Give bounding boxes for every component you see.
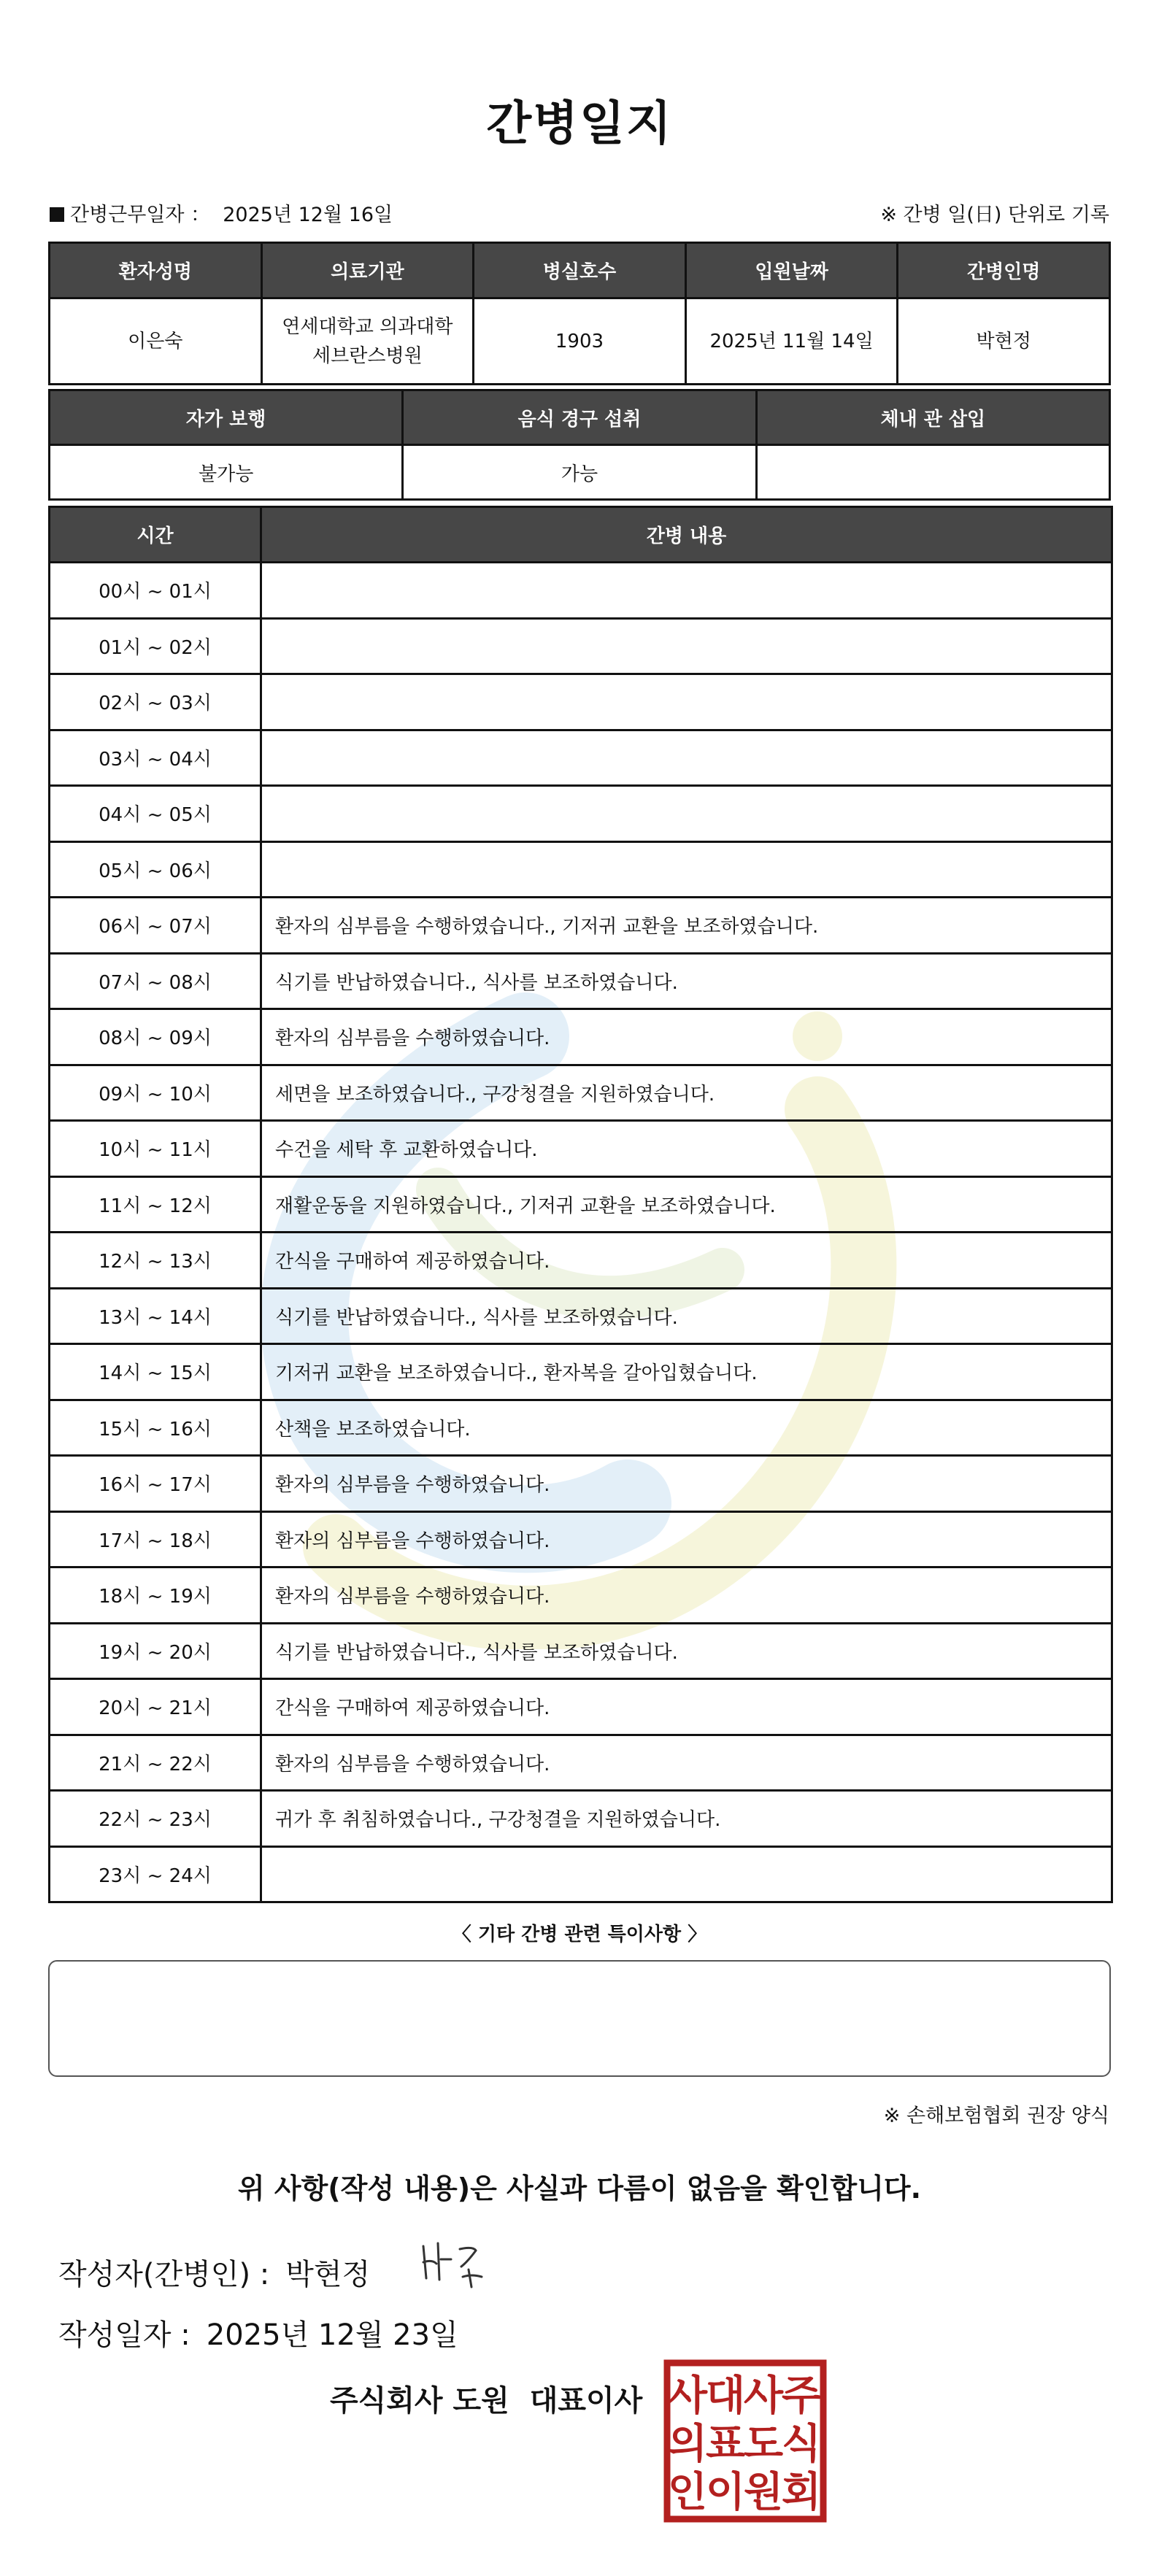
- care-content: [261, 674, 1112, 730]
- time-slot: 17시 ~ 18시: [50, 1511, 261, 1567]
- care-log-row: [50, 1846, 1112, 1902]
- seal-character: 표: [705, 2421, 746, 2468]
- care-content: 환자의 심부름을 수행하였습니다.: [261, 1735, 1112, 1791]
- seal-character: 도: [743, 2421, 784, 2468]
- care-content: 환자의 심부름을 수행하였습니다.: [261, 1456, 1112, 1512]
- care-log-row: [50, 1456, 1112, 1512]
- care-log-row: [50, 953, 1112, 1009]
- care-content: 귀가 후 취침하였습니다., 구강청결을 지원하였습니다.: [261, 1791, 1112, 1847]
- time-slot: 22시 ~ 23시: [50, 1791, 261, 1847]
- seal-character: 대: [705, 2372, 746, 2420]
- unit-note: ※ 간병 일(日) 단위로 기록: [880, 204, 1109, 226]
- company-signature-line: [330, 2378, 642, 2419]
- seal-character: 주: [781, 2372, 822, 2420]
- confirm-statement: 위 사항(작성 내용)은 사실과 다름이 없음을 확인합니다.: [237, 2172, 922, 2205]
- time-slot: 01시 ~ 02시: [50, 618, 261, 674]
- care-log-row: [50, 1065, 1112, 1121]
- hospital-line2: 세브란스병원: [312, 344, 423, 367]
- header-admission-date: 입원날짜: [685, 243, 898, 298]
- time-slot: 21시 ~ 22시: [50, 1735, 261, 1791]
- admission-date: 2025년 11월 14일: [685, 298, 898, 385]
- care-log-row: [50, 786, 1112, 842]
- care-log-row: [50, 1623, 1112, 1679]
- care-log-row: [50, 1121, 1112, 1177]
- company-name: 주식회사 도원: [330, 2384, 509, 2418]
- care-log-row: [50, 1009, 1112, 1065]
- caregiver-name: 박현정: [898, 298, 1110, 385]
- care-log-row: [50, 1233, 1112, 1289]
- care-log-row: [50, 1567, 1112, 1624]
- written-date-value: 2025년 12월 23일: [206, 2318, 458, 2352]
- seal-character: 원: [743, 2469, 784, 2516]
- time-slot: 07시 ~ 08시: [50, 953, 261, 1009]
- company-role: 대표이사: [529, 2384, 643, 2418]
- seal-character: 사: [667, 2372, 708, 2420]
- time-slot: 13시 ~ 14시: [50, 1288, 261, 1344]
- care-content: [261, 841, 1112, 898]
- written-date-line: [58, 2312, 458, 2353]
- care-log-row: [50, 1511, 1112, 1567]
- time-slot: 19시 ~ 20시: [50, 1623, 261, 1679]
- time-slot: 04시 ~ 05시: [50, 786, 261, 842]
- time-slot: 20시 ~ 21시: [50, 1679, 261, 1735]
- hospital: [261, 298, 474, 385]
- company-seal-stamp: [663, 2359, 828, 2523]
- care-date-value: 2025년 12월 16일: [223, 204, 393, 226]
- care-log-row: [50, 730, 1112, 786]
- care-content: 식기를 반납하였습니다., 식사를 보조하였습니다.: [261, 1288, 1112, 1344]
- header-caregiver: 간병인명: [898, 243, 1110, 298]
- time-slot: 15시 ~ 16시: [50, 1400, 261, 1456]
- care-content: 환자의 심부름을 수행하였습니다.: [261, 1511, 1112, 1567]
- care-log-row: [50, 1344, 1112, 1400]
- header-room: 병실호수: [474, 243, 686, 298]
- seal-character: 사: [743, 2372, 784, 2420]
- care-content: [261, 786, 1112, 842]
- time-slot: 05시 ~ 06시: [50, 841, 261, 898]
- care-log-row: [50, 841, 1112, 898]
- care-content: [261, 730, 1112, 786]
- seal-character: 회: [781, 2469, 822, 2516]
- room-number: 1903: [474, 298, 686, 385]
- header-self-walking: 자가 보행: [50, 390, 403, 445]
- notes-box: [48, 1960, 1111, 2077]
- time-slot: 23시 ~ 24시: [50, 1846, 261, 1902]
- care-content: [261, 1846, 1112, 1902]
- care-content: 간식을 구매하여 제공하였습니다.: [261, 1233, 1112, 1289]
- header-tube-insertion: 체내 관 삽입: [756, 390, 1109, 445]
- handwritten-signature: [416, 2233, 504, 2291]
- care-content: 환자의 심부름을 수행하였습니다., 기저귀 교환을 보조하였습니다.: [261, 898, 1112, 954]
- time-slot: 00시 ~ 01시: [50, 563, 261, 619]
- care-date: [50, 198, 393, 227]
- page-title: 간병일지: [486, 97, 673, 151]
- care-log-row: [50, 1679, 1112, 1735]
- care-log-row: [50, 1288, 1112, 1344]
- seal-character: 식: [781, 2421, 822, 2468]
- care-content: [261, 618, 1112, 674]
- care-log-row: [50, 898, 1112, 954]
- care-content: 수건을 세탁 후 교환하였습니다.: [261, 1121, 1112, 1177]
- care-content: 식기를 반납하였습니다., 식사를 보조하였습니다.: [261, 953, 1112, 1009]
- care-log-row: [50, 1400, 1112, 1456]
- care-content: 환자의 심부름을 수행하였습니다.: [261, 1009, 1112, 1065]
- care-content: 산책을 보조하였습니다.: [261, 1400, 1112, 1456]
- care-log-row: [50, 1791, 1112, 1847]
- time-slot: 03시 ~ 04시: [50, 730, 261, 786]
- time-slot: 12시 ~ 13시: [50, 1233, 261, 1289]
- hospital-line1: 연세대학교 의과대학: [282, 315, 453, 338]
- time-slot: 08시 ~ 09시: [50, 1009, 261, 1065]
- header-time: 시간: [50, 507, 261, 563]
- seal-character: 의: [667, 2421, 708, 2468]
- time-slot: 02시 ~ 03시: [50, 674, 261, 730]
- writer-name: 박현정: [285, 2258, 371, 2291]
- oral-intake-value: 가능: [403, 445, 756, 500]
- header-hospital: 의료기관: [261, 243, 474, 298]
- written-date-label: 작성일자 :: [58, 2318, 190, 2352]
- time-slot: 11시 ~ 12시: [50, 1176, 261, 1233]
- seal-character: 이: [705, 2469, 746, 2516]
- care-date-label: 간병근무일자 ：: [70, 204, 211, 226]
- writer-label: 작성자(간병인) :: [58, 2258, 270, 2291]
- time-slot: 10시 ~ 11시: [50, 1121, 261, 1177]
- time-slot: 18시 ~ 19시: [50, 1567, 261, 1624]
- square-bullet-icon: [50, 207, 64, 222]
- notes-label: 〈 기타 간병 관련 특이사항 〉: [452, 1924, 707, 1946]
- care-content: 세면을 보조하였습니다., 구강청결을 지원하였습니다.: [261, 1065, 1112, 1121]
- care-content: 환자의 심부름을 수행하였습니다.: [261, 1567, 1112, 1624]
- time-slot: 16시 ~ 17시: [50, 1456, 261, 1512]
- care-content: [261, 563, 1112, 619]
- time-slot: 09시 ~ 10시: [50, 1065, 261, 1121]
- care-log-row: [50, 563, 1112, 619]
- tube-insertion-value: [756, 445, 1109, 500]
- time-slot: 14시 ~ 15시: [50, 1344, 261, 1400]
- writer-line: [58, 2251, 370, 2293]
- care-log-row: [50, 618, 1112, 674]
- self-walking-value: 불가능: [50, 445, 403, 500]
- care-log-row: [50, 1176, 1112, 1233]
- header-patient-name: 환자성명: [50, 243, 262, 298]
- care-log-row: [50, 674, 1112, 730]
- care-content: 간식을 구매하여 제공하였습니다.: [261, 1679, 1112, 1735]
- header-care-content: 간병 내용: [261, 507, 1112, 563]
- care-content: 식기를 반납하였습니다., 식사를 보조하였습니다.: [261, 1623, 1112, 1679]
- seal-character: 인: [667, 2469, 708, 2516]
- care-content: 기저귀 교환을 보조하였습니다., 환자복을 갈아입혔습니다.: [261, 1344, 1112, 1400]
- status-table: [48, 389, 1111, 501]
- care-log-table: [48, 506, 1113, 1903]
- patient-name: 이은숙: [50, 298, 262, 385]
- care-content: 재활운동을 지원하였습니다., 기저귀 교환을 보조하였습니다.: [261, 1176, 1112, 1233]
- patient-table: [48, 242, 1111, 385]
- recommend-note: ※ 손해보험협회 권장 양식: [883, 2105, 1109, 2127]
- care-log-row: [50, 1735, 1112, 1791]
- header-oral-intake: 음식 경구 섭취: [403, 390, 756, 445]
- time-slot: 06시 ~ 07시: [50, 898, 261, 954]
